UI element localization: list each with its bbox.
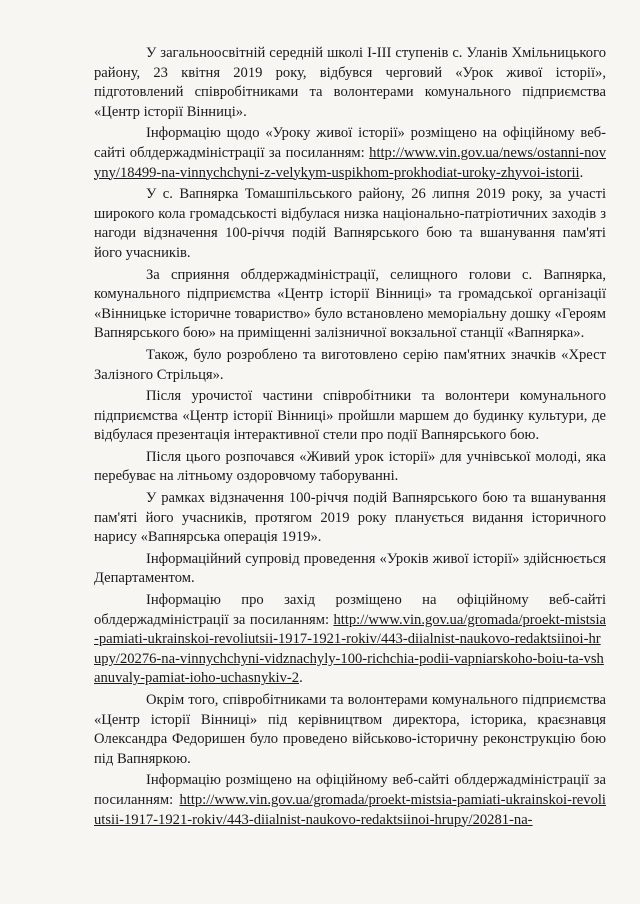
paragraph-text: Також, було розроблено та виготовлено серію пам'ятних значків «Хрест Залізного Стрільця». xyxy=(94,346,606,383)
paragraph-text: Окрім того, співробітниками та волонтерами комунального підприємства «Центр історії Вінниці» під керівництвом директора, історика, краєзнавця Олександра Федоришен було проведено військово-історичну реконструкцію бою під Вапняркою. xyxy=(94,692,606,767)
paragraph-text: Інформацію щодо «Уроку живої історії» розміщено на офіційному веб-сайті облдержадміністрації за посиланням: xyxy=(94,125,606,161)
paragraph xyxy=(94,591,606,689)
url-link[interactable]: http://www.vin.gov.ua/gromada/proekt-mistsia-pamiati-ukrainskoi-revoliutsii-1917-1921-rokiv/443-diialnist-naukovo-redaktsiinoi-hrupy/20281-na- xyxy=(94,791,606,828)
paragraph-text: У с. Вапнярка Томашпільського району, 26 липня 2019 року, за участі широкого кола громадськості відбулася низка національно-патріотичних заходів з нагоди відзначення 100-річчя подій Вапнярського бою та вшанування пам'яті його учасників. xyxy=(94,186,606,261)
paragraph xyxy=(94,124,606,183)
document-body xyxy=(94,44,606,830)
paragraph-text: Інформацію розміщено на офіційному веб-сайті облдержадміністрації за посиланням: xyxy=(94,772,606,808)
paragraph xyxy=(94,448,606,487)
paragraph-text: . xyxy=(579,164,584,181)
paragraph-text: У рамках відзначення 100-річчя подій Вапнярського бою та вшанування пам'яті його учасників, протягом 2019 року планується видання історичного нарису «Вапнярська операція 1919». xyxy=(94,490,606,546)
paragraph-text: За сприяння облдержадміністрації, селищного голови с. Вапнярка, комунального підприємства «Центр історії Вінниці» та громадської організації «Вінницьке історичне товариство» було встановлено меморіальну дошку «Героям Вапнярського бою» на приміщенні залізничної вокзальної станції «Вапнярка». xyxy=(94,266,606,342)
paragraph xyxy=(94,550,606,589)
paragraph-text: Після цього розпочався «Живий урок історії» для учнівської молоді, яка перебуває на літньому оздоровчому таборуванні. xyxy=(94,448,606,485)
paragraph xyxy=(94,387,606,446)
paragraph xyxy=(94,771,606,830)
paragraph xyxy=(94,266,606,344)
paragraph-text: Інформацію про захід розміщено на офіційному веб-сайті облдержадміністрації за посиланням: xyxy=(94,592,606,628)
url-link[interactable]: http://www.vin.gov.ua/gromada/proekt-mistsia-pamiati-ukrainskoi-revoliutsii-1917-1921-rokiv/443-diialnist-naukovo-redaktsiinoi-hrupy/20276-na-vinnychchyni-vidznachyly-100-richchia-podii-vapniarskoho-boiu-ta-vshanuvaly-pamiat-ioho-uchasnykiv-2 xyxy=(94,611,606,687)
paragraph xyxy=(94,346,606,385)
paragraph xyxy=(94,489,606,548)
paragraph xyxy=(94,185,606,263)
paragraph xyxy=(94,44,606,122)
paragraph-text: Інформаційний супровід проведення «Уроків живої історії» здійснюється Департаментом. xyxy=(94,550,606,587)
paragraph-text: Після урочистої частини співробітники та волонтери комунального підприємства «Центр історії Вінниці» пройшли маршем до будинку культури, де відбулася презентація інтерактивної стели про події Вапнярського бою. xyxy=(94,388,606,444)
paragraph-text: . xyxy=(299,670,303,687)
paragraph-text: У загальноосвітній середній школі І-ІІІ ступенів с. Уланів Хмільницького району, 23 квітня 2019 року, відбувся черговий «Урок живої історії», підготовлений співробітниками та волонтерами комунального підприємства «Центр історії Вінниці». xyxy=(94,45,606,120)
url-link[interactable]: http://www.vin.gov.ua/news/ostanni-novyny/18499-na-vinnychchyni-z-velykym-uspikhom-prokhodiat-uroky-zhyvoi-istorii xyxy=(94,144,606,181)
paragraph xyxy=(94,691,606,769)
